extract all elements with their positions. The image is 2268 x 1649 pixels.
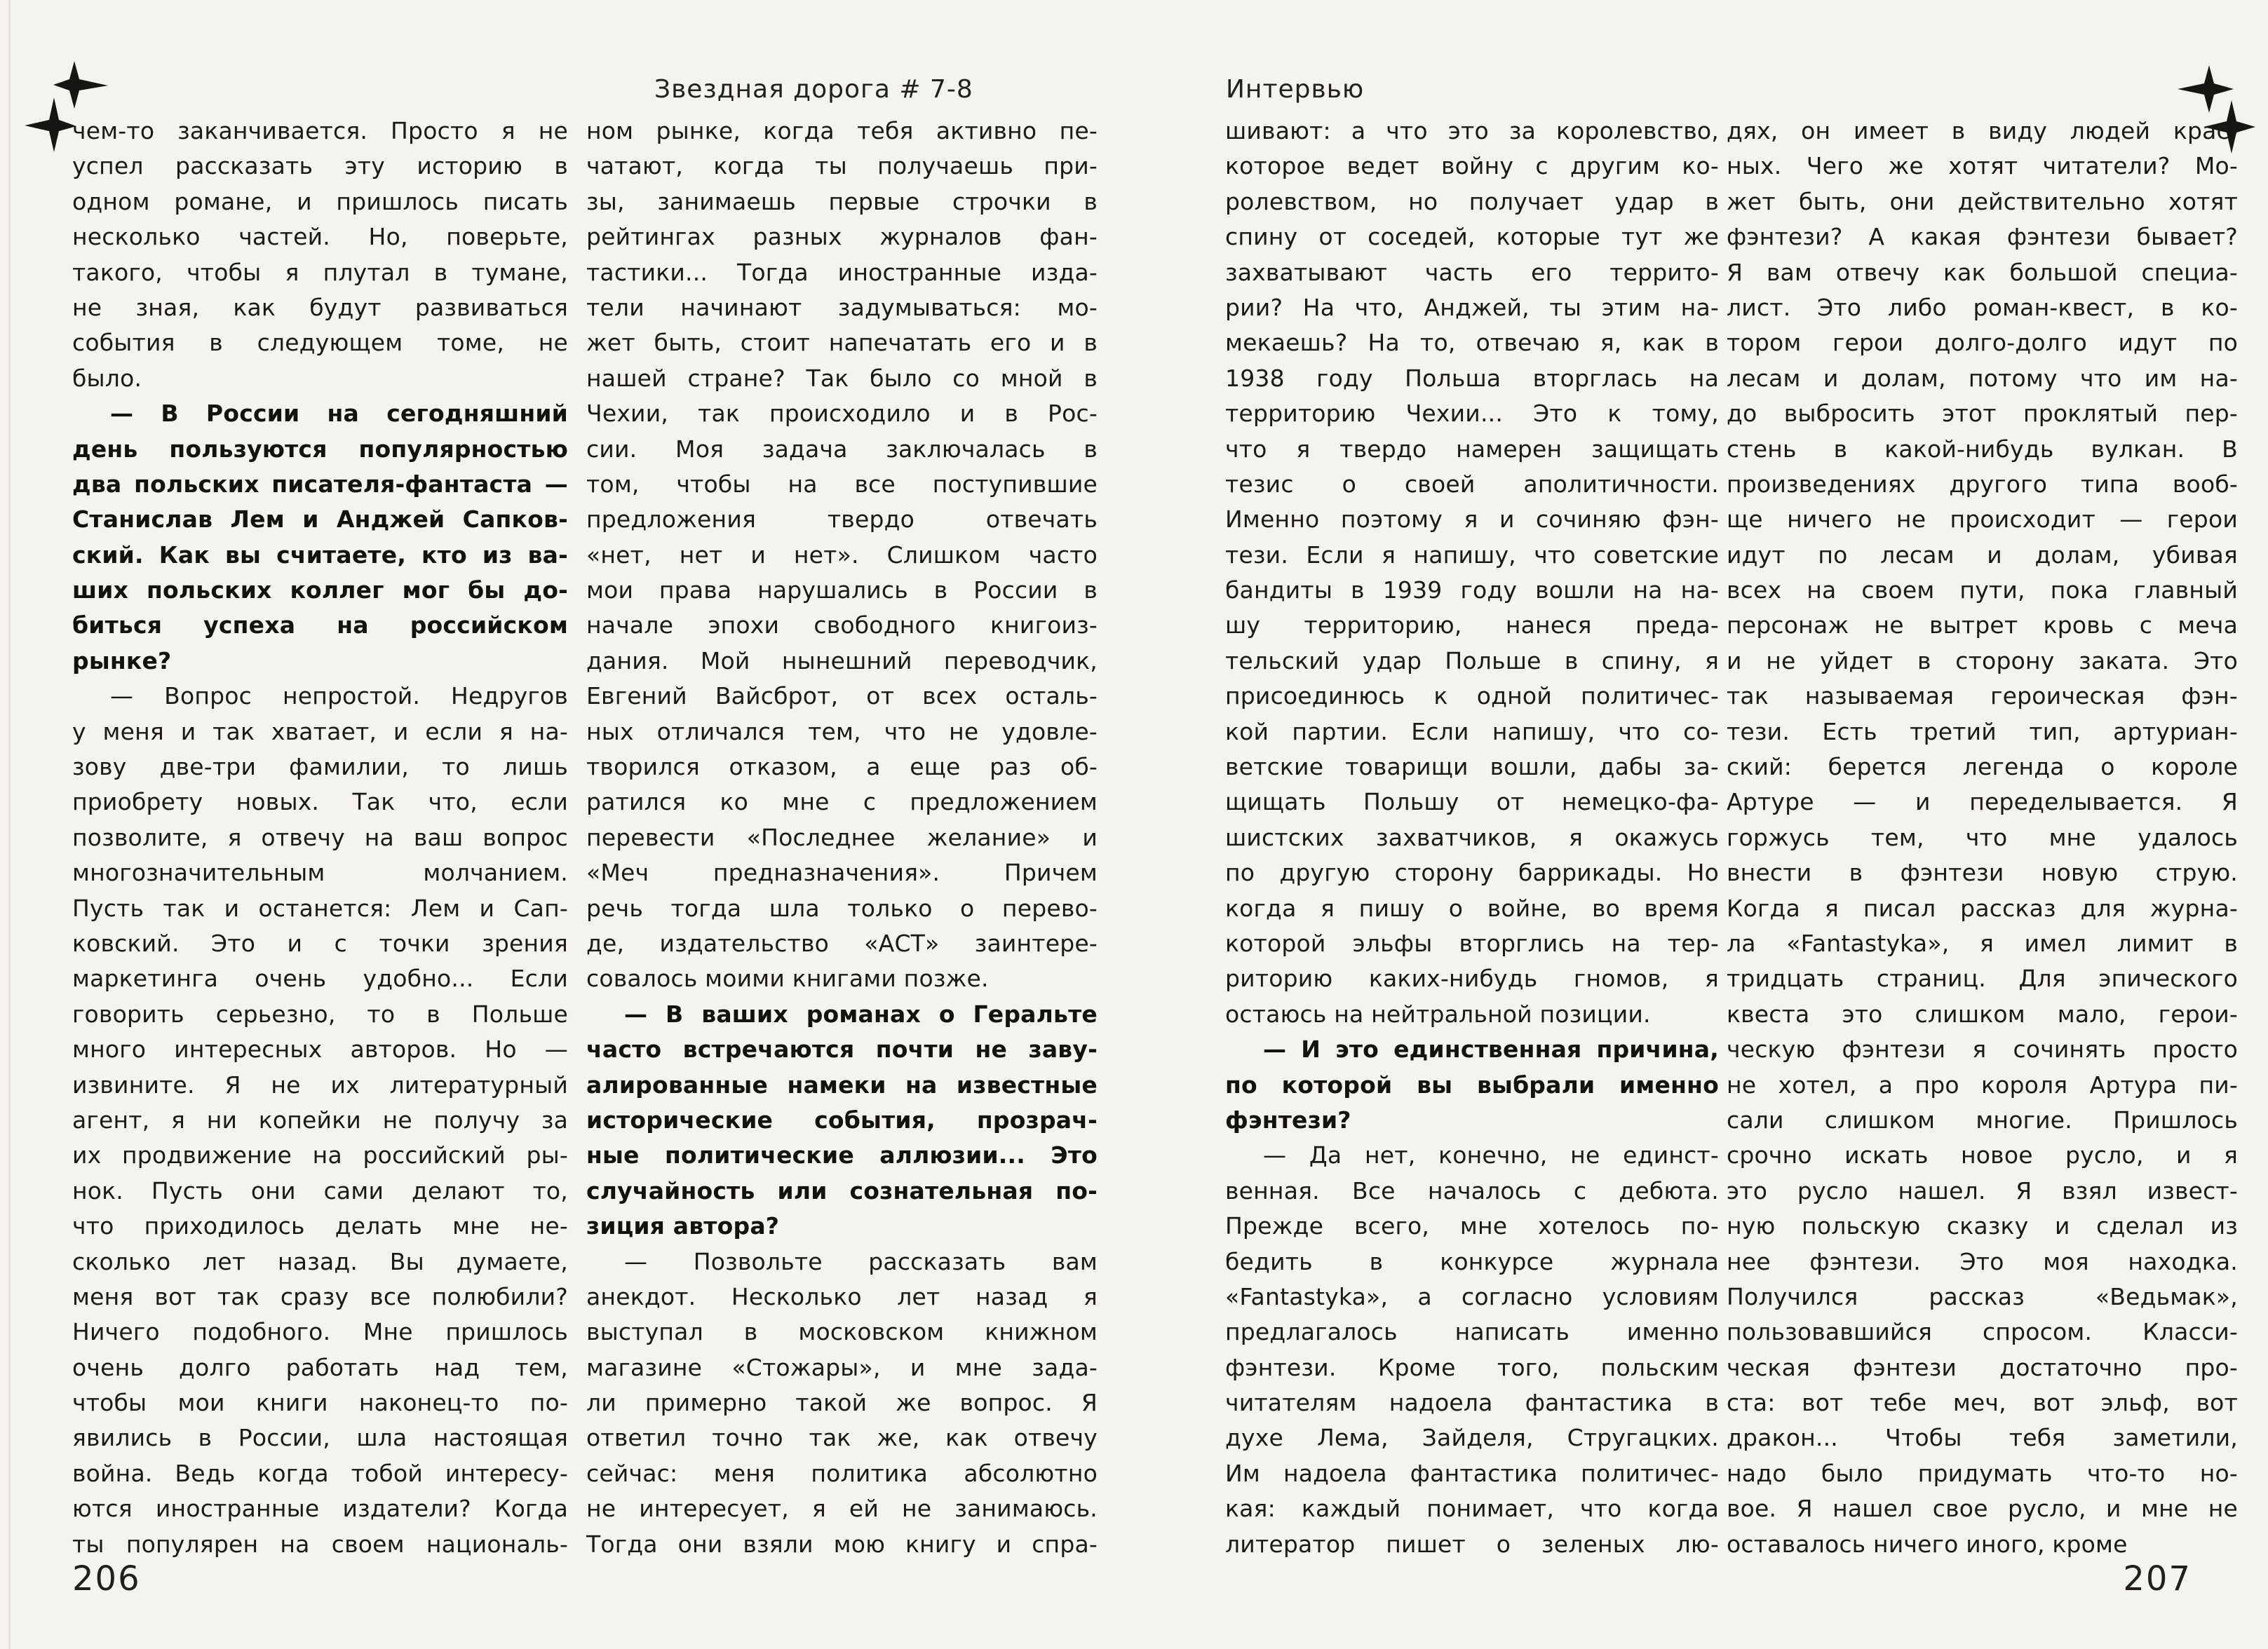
text-line: так называемая героическая фэн- xyxy=(1727,682,2238,710)
text-line: ты популярен на своем националь- xyxy=(72,1530,568,1558)
text-line: лесам и долам, потому что им на- xyxy=(1727,364,2238,392)
text-line: чем-то заканчивается. Просто я не xyxy=(72,117,568,144)
text-line: тезис о своей аполитичности. xyxy=(1225,470,1719,498)
text-line: остаюсь на нейтральной позиции. xyxy=(1225,1000,1651,1028)
text-line: Чехии, так происходило и в Рос- xyxy=(586,400,1098,428)
text-line: Получился рассказ «Ведьмак», xyxy=(1727,1282,2238,1310)
text-line: ных. Чего же хотят читатели? Мо- xyxy=(1727,152,2238,180)
text-line: идут по лесам и долам, убивая xyxy=(1727,541,2238,569)
text-line: часто встречаются почти не заву- xyxy=(586,1036,1098,1064)
text-line: война. Ведь когда тобой интересу- xyxy=(72,1459,568,1487)
text-line: чатают, когда ты получаешь при- xyxy=(586,152,1098,180)
text-line: мои права нарушались в России в xyxy=(586,576,1098,604)
text-line: приобрету новых. Так что, если xyxy=(72,788,568,816)
text-line: тридцать страниц. Для эпического xyxy=(1727,965,2238,993)
text-line: много интересных авторов. Но — xyxy=(72,1036,568,1064)
text-line: начале эпохи свободного книгоиз- xyxy=(586,611,1098,639)
text-line: ский. Как вы считаете, кто из ва- xyxy=(72,541,568,569)
text-line: одном романе, и пришлось писать xyxy=(72,187,568,215)
text-line: у меня и так хватает, и если я на- xyxy=(72,717,568,745)
text-line: территорию Чехии... Это к тому, xyxy=(1225,400,1719,428)
text-line: ческую фэнтези я сочинять просто xyxy=(1727,1036,2238,1064)
text-line: захватывают часть его террито- xyxy=(1225,258,1719,286)
text-line: Когда я писал рассказ для журна- xyxy=(1727,894,2238,922)
text-line: ковский. Это и с точки зрения xyxy=(72,929,568,957)
text-line: ческая фэнтези достаточно про- xyxy=(1727,1353,2238,1381)
text-line: дях, он имеет в виду людей крас- xyxy=(1727,117,2238,144)
text-line: венная. Все началось с дебюта. xyxy=(1225,1176,1719,1204)
text-line: бандиты в 1939 году вошли на на- xyxy=(1225,576,1719,604)
text-line: не хотел, а про короля Артура пи- xyxy=(1727,1071,2238,1099)
text-line: тельский удар Польше в спину, я xyxy=(1225,646,1719,674)
scan-page-edge xyxy=(8,0,11,1649)
text-line: пользовавшийся спросом. Класси- xyxy=(1727,1318,2238,1346)
text-line: ных отличался тем, что не удовле- xyxy=(586,717,1098,745)
text-line: что я твердо намерен защищать xyxy=(1225,435,1719,463)
text-line: речь тогда шла только о перево- xyxy=(586,894,1098,922)
text-line: де, издательство «АСТ» заинтере- xyxy=(586,929,1098,957)
text-line: фэнтези? xyxy=(1225,1106,1351,1134)
text-line: стень в какой-нибудь вулкан. В xyxy=(1727,435,2238,463)
text-line: бедить в конкурсе журнала xyxy=(1225,1247,1719,1275)
text-line: анекдот. Несколько лет назад я xyxy=(586,1282,1098,1310)
text-line: Им надоела фантастика политичес- xyxy=(1225,1459,1719,1487)
text-line: творился отказом, а еще раз об- xyxy=(586,753,1098,781)
text-line: ли примерно такой же вопрос. Я xyxy=(586,1389,1098,1417)
text-line: выступал в московском книжном xyxy=(586,1318,1098,1346)
text-line: произведениях другого типа вооб- xyxy=(1727,470,2238,498)
text-line: тором герои долго-долго идут по xyxy=(1727,329,2238,357)
text-line: предложения твердо отвечать xyxy=(586,505,1098,534)
text-line: нашей стране? Так было со мной в xyxy=(586,364,1098,392)
text-line: успел рассказать эту историю в xyxy=(72,152,568,180)
text-line: рынке? xyxy=(72,646,172,674)
text-line: Станислав Лем и Анджей Сапков- xyxy=(72,505,568,534)
text-line: алированные намеки на известные xyxy=(586,1071,1098,1099)
text-line: персонаж не вытрет кровь с меча xyxy=(1727,611,2238,639)
text-line: совалось моими книгами позже. xyxy=(586,965,989,993)
text-line: нок. Пусть они сами делают то, xyxy=(72,1176,568,1204)
text-line: «Меч предназначения». Причем xyxy=(586,859,1098,887)
text-line: надо было придумать что-то но- xyxy=(1727,1459,2238,1487)
text-line: ще ничего не происходит — герои xyxy=(1727,505,2238,534)
text-line: и не уйдет в сторону заката. Это xyxy=(1727,646,2238,674)
left-page-column-1 xyxy=(72,114,568,1562)
text-line: лист. Это либо роман-квест, в ко- xyxy=(1727,293,2238,321)
sparkle-icon xyxy=(2178,65,2234,113)
text-line: ших польских коллег мог бы до- xyxy=(72,576,568,604)
sparkle-icon xyxy=(53,61,108,109)
text-line: шивают: а что это за королевство, xyxy=(1225,117,1719,144)
text-line: не зная, как будут развиваться xyxy=(72,293,568,321)
right-page-column-1 xyxy=(1225,114,1719,1562)
text-line: присоединюсь к одной политичес- xyxy=(1225,682,1719,710)
text-line: которое ведет войну с другим ко- xyxy=(1225,152,1719,180)
text-line: зиция автора? xyxy=(586,1212,780,1240)
text-line: Тогда они взяли мою книгу и спра- xyxy=(586,1530,1098,1558)
text-line: сали слишком многие. Пришлось xyxy=(1727,1106,2238,1134)
text-line: сейчас: меня политика абсолютно xyxy=(586,1459,1098,1487)
text-line: мекаешь? На то, отвечаю я, как в xyxy=(1225,329,1719,357)
text-line: квеста это слишком мало, герои- xyxy=(1727,1000,2238,1028)
text-line: агент, я ни копейки не получу за xyxy=(72,1106,568,1134)
text-line: — Позвольте рассказать вам xyxy=(624,1247,1098,1275)
text-line: говорить серьезно, то в Польше xyxy=(72,1000,568,1028)
text-line: зову две-три фамилии, то лишь xyxy=(72,753,568,781)
text-line: «нет, нет и нет». Слишком часто xyxy=(586,541,1098,569)
text-line: что приходилось делать мне не- xyxy=(72,1212,568,1240)
text-line: вое. Я нашел свое русло, и мне не xyxy=(1727,1495,2238,1523)
text-line: ролевством, но получает удар в xyxy=(1225,187,1719,215)
text-line: дракон... Чтобы тебя заметили, xyxy=(1727,1424,2238,1452)
text-line: читателям надоела фантастика в xyxy=(1225,1389,1719,1417)
text-line: всех на своем пути, пока главный xyxy=(1727,576,2238,604)
text-line: — И это единственная причина, xyxy=(1263,1036,1719,1064)
text-line: дания. Мой нынешний переводчик, xyxy=(586,646,1098,674)
text-line: внести в фэнтези новую струю. xyxy=(1727,859,2238,887)
text-line: ста: вот тебе меч, вот эльф, вот xyxy=(1727,1389,2238,1417)
text-line: спину от соседей, которые тут же xyxy=(1225,223,1719,251)
text-line: ные политические аллюзии... Это xyxy=(586,1141,1098,1169)
text-line: жет быть, стоит напечатать его и в xyxy=(586,329,1098,357)
text-line: чтобы мои книги наконец-то по- xyxy=(72,1389,568,1417)
text-line: маркетинга очень удобно... Если xyxy=(72,965,568,993)
text-line: извините. Я не их литературный xyxy=(72,1071,568,1099)
text-line: 1938 году Польша вторглась на xyxy=(1225,364,1719,392)
text-line: явились в России, шла настоящая xyxy=(72,1424,568,1452)
text-line: ский: берется легенда о короле xyxy=(1727,753,2238,781)
text-line: нее фэнтези. Это моя находка. xyxy=(1727,1247,2238,1275)
text-line: ную польскую сказку и сделал из xyxy=(1727,1212,2238,1240)
text-line: ла «Fantastyka», я имел лимит в xyxy=(1727,929,2238,957)
text-line: духе Лема, Зайделя, Стругацких. xyxy=(1225,1424,1719,1452)
text-line: тели начинают задумываться: мо- xyxy=(586,293,1098,321)
text-line: ном рынке, когда тебя активно пе- xyxy=(586,117,1098,144)
text-line: перевести «Последнее желание» и xyxy=(586,823,1098,851)
text-line: щищать Польшу от немецко-фа- xyxy=(1225,788,1719,816)
text-line: события в следующем томе, не xyxy=(72,329,568,357)
text-line: позволите, я отвечу на ваш вопрос xyxy=(72,823,568,851)
text-line: жет быть, они действительно хотят xyxy=(1727,187,2238,215)
text-line: Артуре — и переделывается. Я xyxy=(1727,788,2238,816)
running-head-magazine-title: Звездная дорога # 7-8 xyxy=(654,75,973,104)
text-line: — В России на сегодняшний xyxy=(110,400,568,428)
page-number-right: 207 xyxy=(2123,1559,2192,1599)
text-line: срочно искать новое русло, и я xyxy=(1727,1141,2238,1169)
text-line: кая: каждый понимает, что когда xyxy=(1225,1495,1719,1523)
text-line: шу территорию, нанеся преда- xyxy=(1225,611,1719,639)
text-line: рии? На что, Анджей, ты этим на- xyxy=(1225,293,1719,321)
text-line: — Вопрос непростой. Недругов xyxy=(110,682,568,710)
text-line: биться успеха на российском xyxy=(72,611,568,639)
text-line: тастики... Тогда иностранные изда- xyxy=(586,258,1098,286)
text-line: такого, чтобы я плутал в тумане, xyxy=(72,258,568,286)
text-line: горжусь тем, что мне удалось xyxy=(1727,823,2238,851)
text-line: до выбросить этот проклятый пер- xyxy=(1727,400,2238,428)
text-line: литератор пишет о зеленых лю- xyxy=(1225,1530,1719,1558)
text-line: многозначительным молчанием. xyxy=(72,859,568,887)
text-line: их продвижение на российский ры- xyxy=(72,1141,568,1169)
text-line: том, чтобы на все поступившие xyxy=(586,470,1098,498)
text-line: кой партии. Если напишу, что со- xyxy=(1225,717,1719,745)
text-line: по другую сторону баррикады. Но xyxy=(1225,859,1719,887)
text-line: очень долго работать над тем, xyxy=(72,1353,568,1381)
text-line: оставалось ничего иного, кроме xyxy=(1727,1530,2128,1558)
text-line: было. xyxy=(72,364,142,392)
text-line: два польских писателя-фантаста — xyxy=(72,470,568,498)
text-line: меня вот так сразу все полюбили? xyxy=(72,1282,568,1310)
text-line: шистских захватчиков, я окажусь xyxy=(1225,823,1719,851)
text-line: ратился ко мне с предложением xyxy=(586,788,1098,816)
text-line: зы, занимаешь первые строчки в xyxy=(586,187,1098,215)
text-line: которой эльфы вторглись на тер- xyxy=(1225,929,1719,957)
text-line: по которой вы выбрали именно xyxy=(1225,1071,1719,1099)
text-line: ответил точно так же, как отвечу xyxy=(586,1424,1098,1452)
sparkle-icon xyxy=(25,97,76,152)
text-line: риторию каких-нибудь гномов, я xyxy=(1225,965,1719,993)
right-page-column-2 xyxy=(1727,114,2238,1562)
text-line: день пользуются популярностью xyxy=(72,435,568,463)
text-line: исторические события, прозрач- xyxy=(586,1106,1098,1134)
text-line: тези. Есть третий тип, артуриан- xyxy=(1727,717,2238,745)
text-line: Прежде всего, мне хотелось по- xyxy=(1225,1212,1719,1240)
text-line: случайность или сознательная по- xyxy=(586,1176,1098,1204)
text-line: фэнтези. Кроме того, польским xyxy=(1225,1353,1719,1381)
left-page-column-2 xyxy=(586,114,1098,1562)
text-line: Именно поэтому я и сочиняю фэн- xyxy=(1225,505,1719,534)
text-line: ются иностранные издатели? Когда xyxy=(72,1495,568,1523)
text-line: фэнтези? А какая фэнтези бывает? xyxy=(1727,223,2238,251)
text-line: рейтингах разных журналов фан- xyxy=(586,223,1098,251)
text-line: Ничего подобного. Мне пришлось xyxy=(72,1318,568,1346)
text-line: когда я пишу о войне, во время xyxy=(1225,894,1719,922)
text-line: ветские товарищи вошли, дабы за- xyxy=(1225,753,1719,781)
text-line: сии. Моя задача заключалась в xyxy=(586,435,1098,463)
text-line: несколько частей. Но, поверьте, xyxy=(72,223,568,251)
text-line: не интересует, я ей не занимаюсь. xyxy=(586,1495,1098,1523)
text-line: Я вам отвечу как большой специа- xyxy=(1727,258,2238,286)
text-line: магазине «Стожары», и мне зада- xyxy=(586,1353,1098,1381)
text-line: предлагалось написать именно xyxy=(1225,1318,1719,1346)
text-line: тези. Если я напишу, что советские xyxy=(1225,541,1719,569)
running-head-section-title: Интервью xyxy=(1226,75,1365,104)
text-line: Евгений Вайсброт, от всех осталь- xyxy=(586,682,1098,710)
text-line: Пусть так и останется: Лем и Сап- xyxy=(72,894,568,922)
text-line: это русло нашел. Я взял извест- xyxy=(1727,1176,2238,1204)
page-number-left: 206 xyxy=(72,1559,141,1599)
text-line: «Fantastyka», а согласно условиям xyxy=(1225,1282,1719,1310)
text-line: сколько лет назад. Вы думаете, xyxy=(72,1247,568,1275)
text-line: — В ваших романах о Геральте xyxy=(624,1000,1098,1028)
text-line: — Да нет, конечно, не единст- xyxy=(1263,1141,1719,1169)
